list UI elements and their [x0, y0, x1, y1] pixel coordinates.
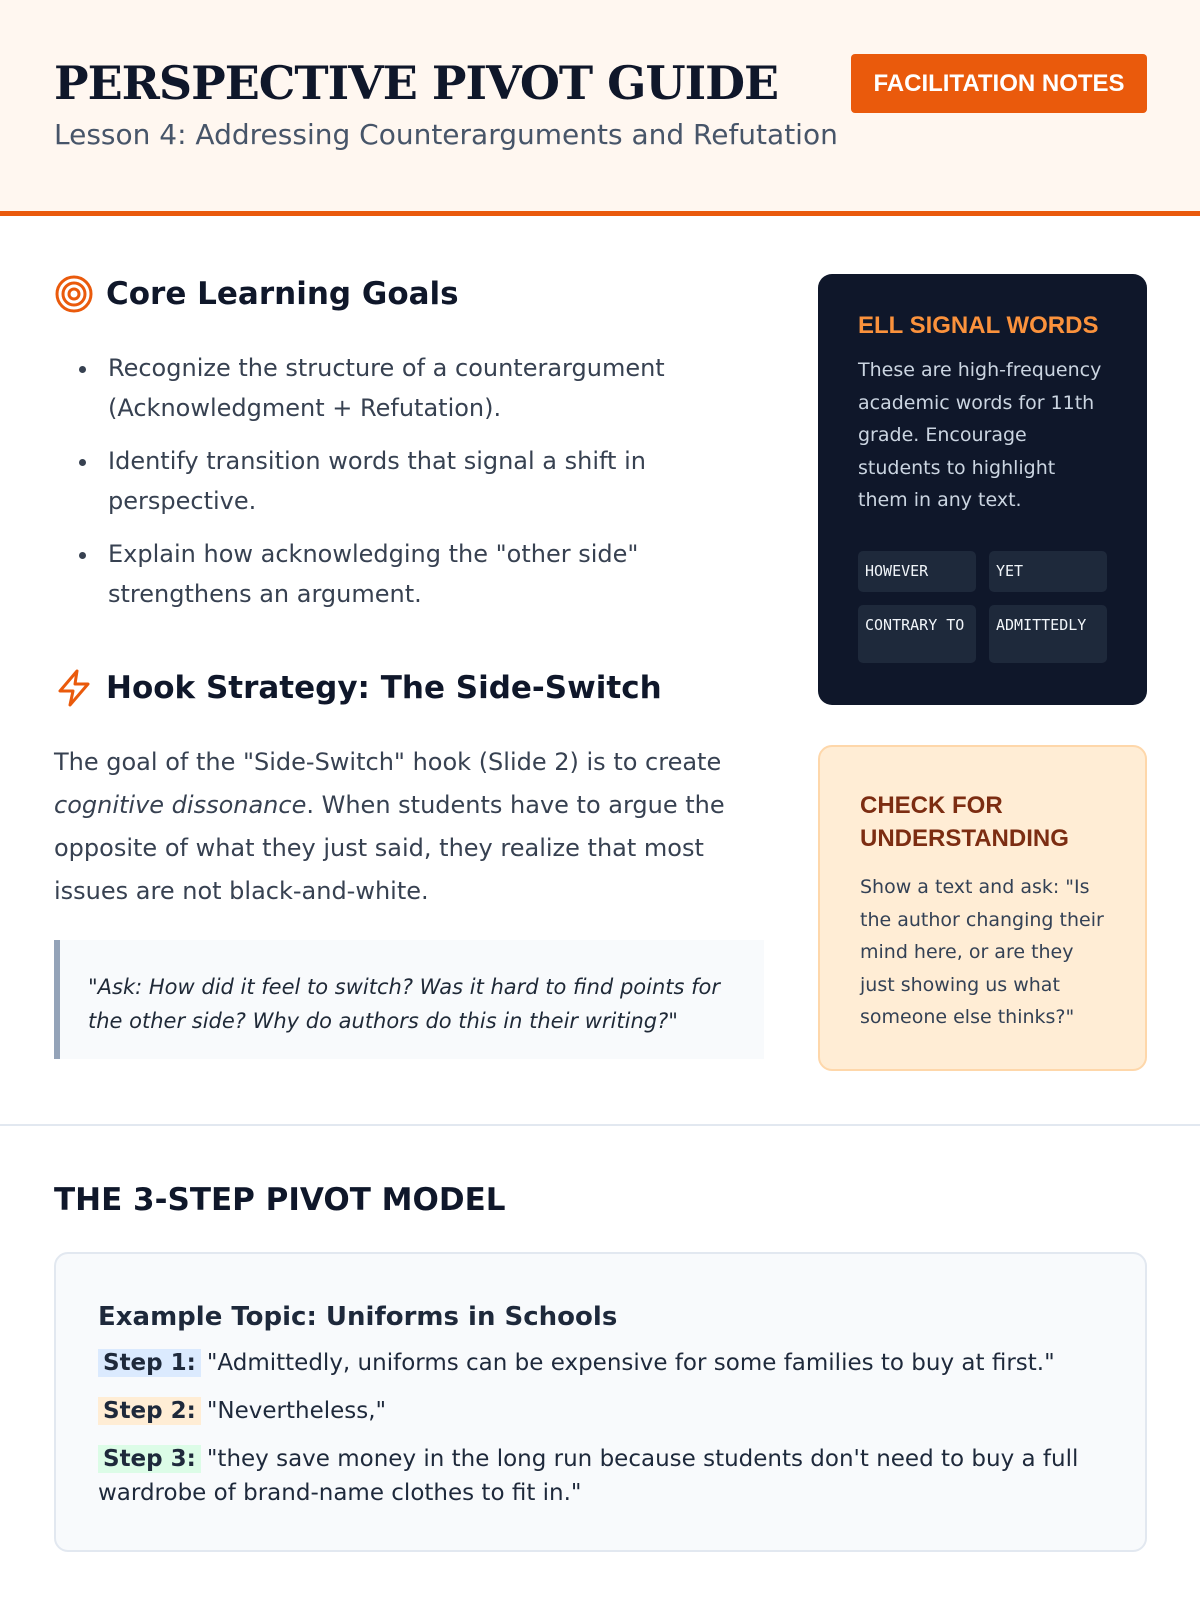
hook-emphasis: cognitive dissonance — [54, 791, 307, 819]
step-label: Step 2: — [98, 1397, 201, 1425]
step-text: "Nevertheless," — [206, 1398, 387, 1424]
signal-word-chips — [858, 551, 1107, 663]
pivot-model-box — [54, 1252, 1147, 1552]
signal-word-chip: ADMITTEDLY — [989, 605, 1107, 663]
hook-paragraph — [54, 741, 774, 913]
target-icon — [54, 274, 94, 314]
hook-heading — [54, 668, 662, 708]
goal-item: Identify transition words that signal a shift in perspective. — [54, 441, 754, 521]
goal-item: Recognize the structure of a counterargument (Acknowledgment + Refutation). — [54, 348, 754, 428]
step-2 — [98, 1394, 1103, 1428]
example-topic: Example Topic: Uniforms in Schools — [98, 1302, 618, 1332]
page-subtitle: Lesson 4: Addressing Counterarguments and Refutation — [54, 118, 838, 151]
goals-heading — [54, 274, 459, 314]
model-title: THE 3-STEP PIVOT MODEL — [54, 1182, 506, 1218]
goals-heading-label: Core Learning Goals — [106, 276, 459, 312]
step-3 — [98, 1442, 1103, 1510]
hook-quote: "Ask: How did it feel to switch? Was it hard to find points for the other side? Why do authors do this in their writing?" — [54, 940, 764, 1059]
ell-title: ELL SIGNAL WORDS — [858, 312, 1099, 339]
facilitation-notes-button[interactable]: FACILITATION NOTES — [851, 54, 1147, 113]
signal-word-chip: YET — [989, 551, 1107, 592]
signal-word-chip: CONTRARY TO — [858, 605, 976, 663]
goals-list — [54, 348, 754, 627]
page-title: PERSPECTIVE PIVOT GUIDE — [54, 56, 779, 110]
cfu-title: CHECK FOR UNDERSTANDING — [860, 792, 1069, 852]
step-label: Step 3: — [98, 1445, 201, 1473]
step-text: "they save money in the long run because students don't need to buy a full wardrobe of brand-name clothes to fit in." — [98, 1446, 1079, 1506]
step-text: "Admittedly, uniforms can be expensive for some families to buy at first." — [206, 1350, 1055, 1376]
goal-item: Explain how acknowledging the "other side" strengthens an argument. — [54, 534, 754, 614]
ell-signal-words-panel — [818, 274, 1147, 705]
step-label: Step 1: — [98, 1349, 201, 1377]
step-1 — [98, 1346, 1103, 1380]
hook-text: The goal of the "Side-Switch" hook (Slide 2) is to create — [54, 748, 722, 776]
hook-heading-label: Hook Strategy: The Side-Switch — [106, 670, 662, 706]
header — [0, 0, 1200, 216]
ell-description: These are high-frequency academic words for 11th grade. Encourage students to highlight them in any text. — [858, 359, 1102, 511]
section-divider — [0, 1124, 1200, 1126]
cfu-body: Show a text and ask: "Is the author changing their mind here, or are they just showing us what someone else thinks?" — [860, 876, 1104, 1028]
lightning-icon — [54, 668, 94, 708]
hook-text: . When students have to argue the opposite of what they just said, they realize that most issues are not black-and-white. — [54, 791, 725, 905]
check-for-understanding-panel — [818, 745, 1147, 1071]
signal-word-chip: HOWEVER — [858, 551, 976, 592]
